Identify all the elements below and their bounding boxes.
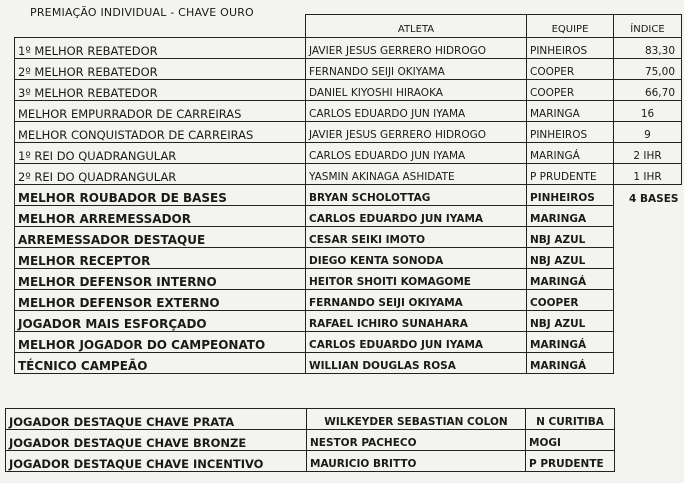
table-row	[15, 38, 682, 59]
award-cell: MELHOR DEFENSOR INTERNO	[15, 269, 306, 290]
team-cell: PINHEIROS	[527, 38, 614, 59]
index-cell: 9	[614, 122, 682, 143]
team-cell: P PRUDENTE	[527, 164, 614, 185]
table-row	[15, 59, 682, 80]
header-atleta: ATLETA	[306, 15, 527, 38]
team-cell: COOPER	[527, 290, 614, 311]
table-row	[15, 311, 682, 332]
award-cell: MELHOR CONQUISTADOR DE CARREIRAS	[15, 122, 306, 143]
other-keys-table	[5, 408, 615, 472]
award-cell: 2º REI DO QUADRANGULAR	[15, 164, 306, 185]
athlete-cell: BRYAN SCHOLOTTAG	[306, 185, 527, 206]
award-cell: MELHOR JOGADOR DO CAMPEONATO	[15, 332, 306, 353]
team-cell: N CURITIBA	[526, 409, 615, 430]
award-cell: MELHOR DEFENSOR EXTERNO	[15, 290, 306, 311]
table-row	[15, 248, 682, 269]
award-cell: MELHOR EMPURRADOR DE CARREIRAS	[15, 101, 306, 122]
table-row	[15, 101, 682, 122]
index-cell	[614, 290, 682, 311]
athlete-cell: HEITOR SHOITI KOMAGOME	[306, 269, 527, 290]
team-cell: PINHEIROS	[527, 122, 614, 143]
team-cell: MARINGÁ	[527, 332, 614, 353]
team-cell: P PRUDENTE	[526, 451, 615, 472]
athlete-cell: WILKEYDER SEBASTIAN COLON	[307, 409, 526, 430]
award-cell: JOGADOR DESTAQUE CHAVE BRONZE	[6, 430, 307, 451]
team-cell: MARINGA	[527, 101, 614, 122]
table-row	[15, 227, 682, 248]
index-cell	[614, 206, 682, 227]
table-row	[15, 164, 682, 185]
table-row	[15, 122, 682, 143]
table-row	[6, 409, 615, 430]
index-cell	[614, 332, 682, 353]
award-cell: ARREMESSADOR DESTAQUE	[15, 227, 306, 248]
athlete-cell: NESTOR PACHECO	[307, 430, 526, 451]
athlete-cell: CARLOS EDUARDO JUN IYAMA	[306, 143, 527, 164]
index-cell: 2 IHR	[614, 143, 682, 164]
athlete-cell: FERNANDO SEIJI OKIYAMA	[306, 59, 527, 80]
page-title: PREMIAÇÃO INDIVIDUAL - CHAVE OURO	[30, 6, 254, 19]
athlete-cell: CARLOS EDUARDO JUN IYAMA	[306, 332, 527, 353]
table-row	[15, 290, 682, 311]
table-row	[15, 332, 682, 353]
award-cell: TÉCNICO CAMPEÃO	[15, 353, 306, 374]
athlete-cell: RAFAEL ICHIRO SUNAHARA	[306, 311, 527, 332]
award-cell: 1º REI DO QUADRANGULAR	[15, 143, 306, 164]
index-cell: 1 IHR	[614, 164, 682, 185]
team-cell: NBJ AZUL	[527, 227, 614, 248]
team-cell: COOPER	[527, 59, 614, 80]
table-row	[6, 451, 615, 472]
index-cell	[614, 311, 682, 332]
award-cell: JOGADOR MAIS ESFORÇADO	[15, 311, 306, 332]
athlete-cell: WILLIAN DOUGLAS ROSA	[306, 353, 527, 374]
header-equipe: EQUIPE	[527, 15, 614, 38]
award-cell: MELHOR RECEPTOR	[15, 248, 306, 269]
athlete-cell: CARLOS EDUARDO JUN IYAMA	[306, 101, 527, 122]
index-cell	[614, 269, 682, 290]
award-cell: MELHOR ROUBADOR DE BASES	[15, 185, 306, 206]
athlete-cell: JAVIER JESUS GERRERO HIDROGO	[306, 122, 527, 143]
award-cell: 2º MELHOR REBATEDOR	[15, 59, 306, 80]
header-indice: ÍNDICE	[614, 15, 682, 38]
athlete-cell: FERNANDO SEIJI OKIYAMA	[306, 290, 527, 311]
award-cell: JOGADOR DESTAQUE CHAVE INCENTIVO	[6, 451, 307, 472]
team-cell: MARINGÁ	[527, 269, 614, 290]
index-cell	[614, 227, 682, 248]
award-cell: MELHOR ARREMESSADOR	[15, 206, 306, 227]
athlete-cell: YASMIN AKINAGA ASHIDATE	[306, 164, 527, 185]
team-cell: COOPER	[527, 80, 614, 101]
index-cell: 66,70	[614, 80, 682, 101]
table-row	[15, 80, 682, 101]
index-cell: 75,00	[614, 59, 682, 80]
index-cell	[614, 185, 682, 206]
team-cell: MARINGÁ	[527, 143, 614, 164]
award-cell: 3º MELHOR REBATEDOR	[15, 80, 306, 101]
header-blank-cell	[15, 15, 306, 38]
index-cell: 83,30	[614, 38, 682, 59]
index-value: 4 BASES	[629, 192, 679, 205]
team-cell: NBJ AZUL	[527, 311, 614, 332]
athlete-cell: MAURICIO BRITTO	[307, 451, 526, 472]
table-row	[15, 269, 682, 290]
table-row	[15, 206, 682, 227]
team-cell: PINHEIROS	[527, 185, 614, 206]
team-cell: MARINGA	[527, 206, 614, 227]
table-row	[15, 185, 682, 206]
index-cell	[614, 248, 682, 269]
athlete-cell: CESAR SEIKI IMOTO	[306, 227, 527, 248]
award-cell: 1º MELHOR REBATEDOR	[15, 38, 306, 59]
table-row	[15, 143, 682, 164]
team-cell: MARINGÁ	[527, 353, 614, 374]
athlete-cell: JAVIER JESUS GERRERO HIDROGO	[306, 38, 527, 59]
team-cell: NBJ AZUL	[527, 248, 614, 269]
athlete-cell: DANIEL KIYOSHI HIRAOKA	[306, 80, 527, 101]
athlete-cell: DIEGO KENTA SONODA	[306, 248, 527, 269]
table-row	[6, 430, 615, 451]
awards-table	[14, 14, 682, 374]
team-cell: MOGI	[526, 430, 615, 451]
index-cell	[614, 353, 682, 374]
award-cell: JOGADOR DESTAQUE CHAVE PRATA	[6, 409, 307, 430]
index-cell: 16	[614, 101, 682, 122]
table-row	[15, 353, 682, 374]
table-header-row	[15, 15, 682, 38]
athlete-cell: CARLOS EDUARDO JUN IYAMA	[306, 206, 527, 227]
